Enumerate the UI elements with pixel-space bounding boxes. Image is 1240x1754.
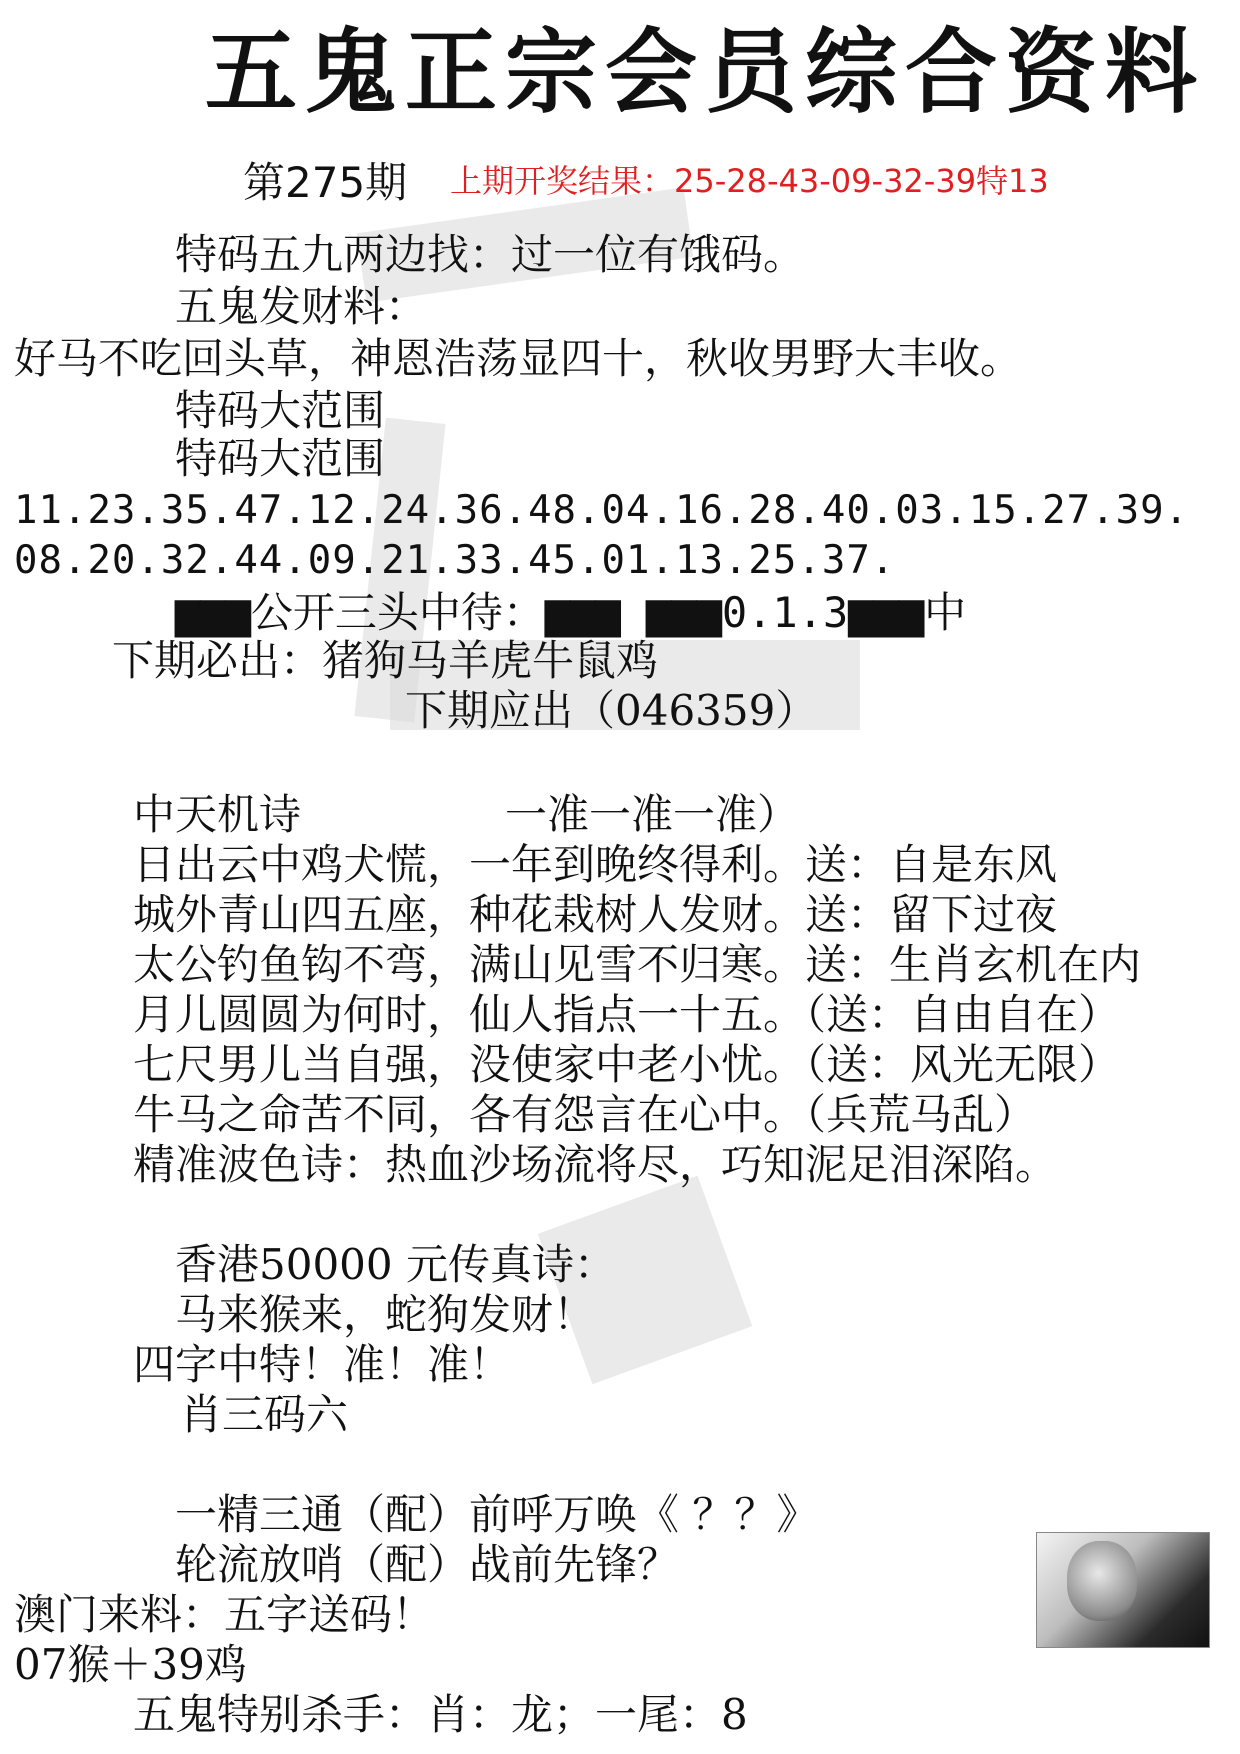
- line-special-hint: 特码五九两边找：过一位有饿码。: [175, 230, 806, 279]
- portrait-face: [1067, 1541, 1137, 1621]
- page-title: 五鬼正宗会员综合资料: [205, 19, 1206, 126]
- line-hk-fax-poem: 马来猴来，蛇狗发财！: [175, 1290, 596, 1339]
- line-hk-fax-heading: 香港50000 元传真诗：: [175, 1240, 616, 1289]
- line-poem-2: 城外青山四五座，种花栽树人发财。送：留下过夜: [133, 890, 1058, 939]
- line-poem-5: 七尺男儿当自强，没使家中老小忧。（送：风光无限）: [133, 1040, 1121, 1089]
- portrait-photo: [1036, 1532, 1210, 1648]
- line-range-heading-1: 特码大范围: [175, 386, 386, 435]
- line-fortune-poem: 好马不吃回头草，神恩浩荡显四十，秋收男野大丰收。: [14, 334, 1023, 383]
- line-number-row-2: 08.20.32.44.09.21.33.45.01.13.25.37.: [14, 538, 896, 583]
- line-macau-heading: 澳门来料：五字送码！: [14, 1590, 435, 1639]
- line-macau-numbers: 07猴＋39鸡: [14, 1640, 247, 1689]
- line-poem-3: 太公钓鱼钩不弯，满山见雪不归寒。送：生肖玄机在内: [133, 940, 1142, 989]
- line-four-words: 四字中特！准！准！: [133, 1340, 512, 1389]
- line-poem-heading: 中天机诗: [133, 790, 302, 839]
- line-fortune-heading: 五鬼发财料：: [175, 282, 428, 331]
- line-number-row-1: 11.23.35.47.12.24.36.48.04.16.28.40.03.15.27.39.: [14, 488, 1190, 533]
- line-poem-4: 月儿圆圆为何时，仙人指点一十五。（送：自由自在）: [133, 990, 1121, 1039]
- line-three-heads: ▆▆▆公开三头中待：▆▆▆ ▆▆▆0.1.3▆▆▆中: [175, 588, 967, 637]
- line-pair-1: 一精三通（配）前呼万唤《 ？？》: [175, 1490, 819, 1539]
- line-range-heading-2: 特码大范围: [175, 434, 386, 483]
- line-poem-6: 牛马之命苦不同，各有怨言在心中。（兵荒马乱）: [133, 1090, 1037, 1139]
- line-should-appear: 下期应出（046359）: [405, 686, 818, 735]
- line-poem-heading-accuracy: 一准一准一准）: [505, 790, 800, 839]
- line-must-appear: 下期必出：猪狗马羊虎牛鼠鸡: [112, 636, 659, 685]
- line-poem-1: 日出云中鸡犬慌，一年到晚终得利。送：自是东风: [133, 840, 1058, 889]
- last-draw-result: 上期开奖结果：25-28-43-09-32-39特13: [450, 162, 1049, 200]
- line-xiao-three: 肖三码六: [180, 1390, 349, 1439]
- line-wave-color-poem: 精准波色诗：热血沙场流将尽，巧知泥足泪深陷。: [133, 1140, 1058, 1189]
- line-killer: 五鬼特别杀手：肖：龙；一尾：8: [133, 1690, 748, 1739]
- line-pair-2: 轮流放哨（配）战前先锋？: [175, 1540, 680, 1589]
- issue-number: 第275期: [243, 158, 408, 207]
